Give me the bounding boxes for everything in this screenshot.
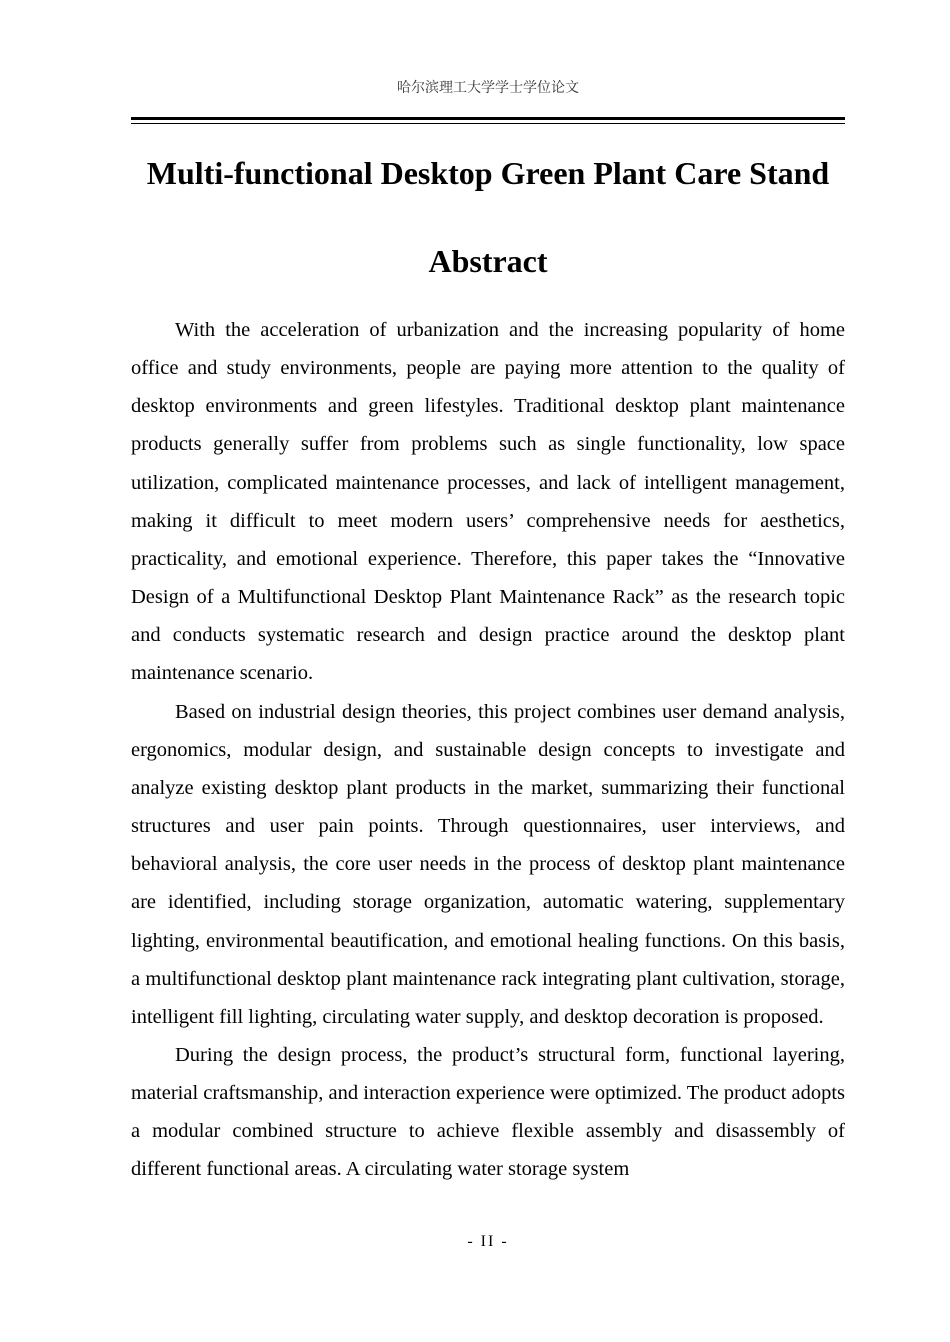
header-rule-thick xyxy=(131,117,845,120)
abstract-body xyxy=(131,311,845,1189)
running-head: 哈尔滨理工大学学士学位论文 xyxy=(397,80,579,96)
abstract-heading: Abstract xyxy=(428,243,548,279)
abstract-paragraph-3: During the design process, the product’s structural form, functional layering, material craftsmanship, and interaction experience were optimized. The product adopts a modular combined structure to achieve flexible assembly and disassembly of different functional areas. A circulating water storage system xyxy=(131,1043,845,1181)
abstract-paragraph-2: Based on industrial design theories, this project combines user demand analysis, ergonomics, modular design, and sustainable design concepts to investigate and analyze existing desktop plant products in the market, summarizing their functional structures and user pain points. Through questionnaires, user interviews, and behavioral analysis, the core user needs in the process of desktop plant maintenance are identified, including storage organization, automatic watering, supplementary lighting, environmental beautification, and emotional healing functions. On this basis, a multifunctional desktop plant maintenance rack integrating plant cultivation, storage, intelligent fill lighting, circulating water supply, and desktop decoration is proposed. xyxy=(131,700,845,1028)
header-rule-thin xyxy=(131,123,845,124)
page-number: - II - xyxy=(467,1233,509,1250)
thesis-title: Multi-functional Desktop Green Plant Care Stand xyxy=(146,155,830,191)
abstract-paragraph-1: With the acceleration of urbanization and the increasing popularity of home office and study environments, people are paying more attention to the quality of desktop environments and green lifestyles. Traditional desktop plant maintenance products generally suffer from problems such as single functionality, low space utilization, complicated maintenance processes, and lack of intelligent management, making it difficult to meet modern users’ comprehensive needs for aesthetics, practicality, and emotional experience. Therefore, this paper takes the “Innovative Design of a Multifunctional Desktop Plant Maintenance Rack” as the research topic and conducts systematic research and design practice around the desktop plant maintenance scenario. xyxy=(131,319,845,685)
